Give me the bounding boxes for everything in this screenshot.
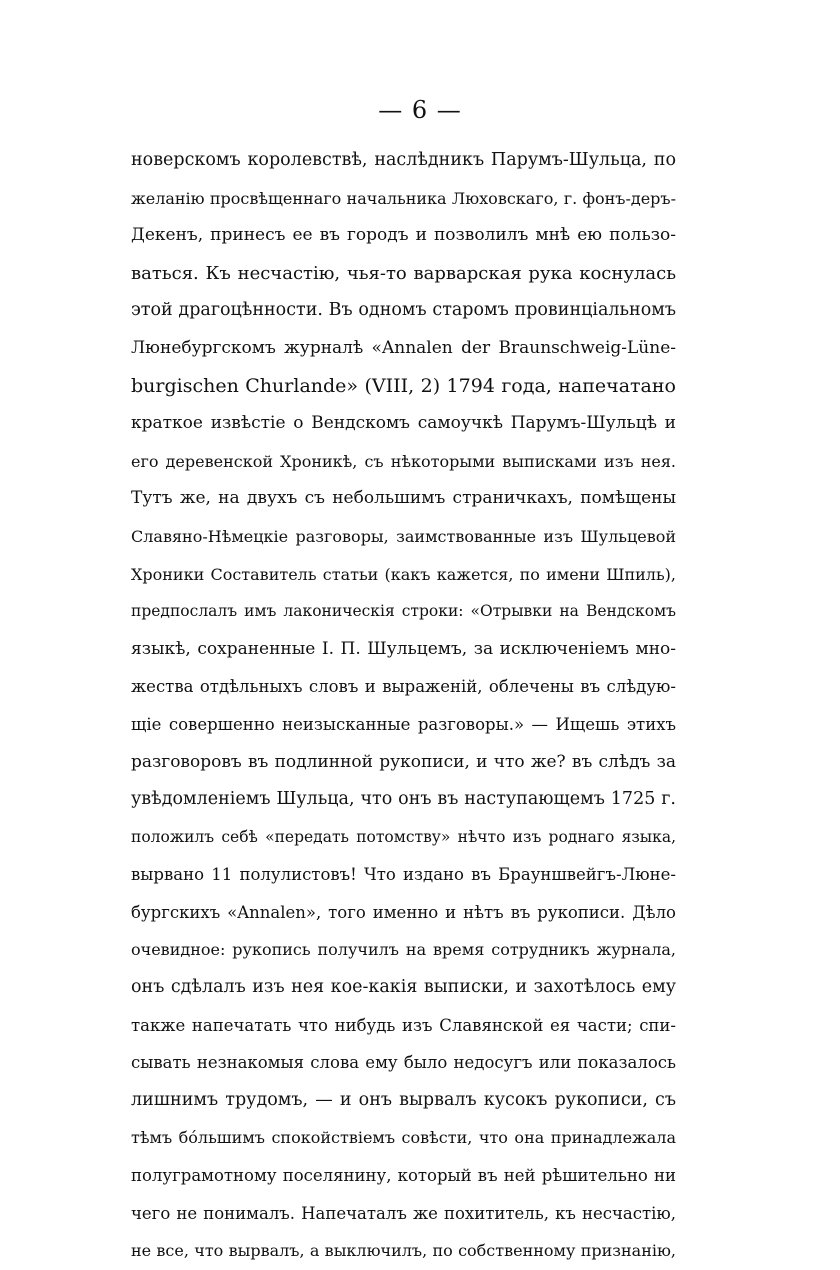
body-text [131,142,676,1270]
text-line-2: желанію просвѣщеннаго начальника Люховскаго, г. фонъ-деръ- [131,188,676,208]
text-line-24: также напечатать что нибудь изъ Славянской ея части; спи- [131,1015,676,1035]
text-line-30: не все, что вырвалъ, а выключилъ, по собственному признанію, [131,1241,676,1261]
text-line-19: положилъ себѣ «передать потомству» нѣчто изъ роднаго языка, [131,827,676,846]
text-line-14: языкѣ, сохраненные І. П. Шульцемъ, за исключеніемъ мно- [131,638,676,659]
text-line-18: увѣдомленіемъ Шульца, что онъ въ наступающемъ 1725 г. [131,789,676,810]
text-line-12: Хроники Составитель статьи (какъ кажется, по имени Шпиль), [131,564,676,584]
text-line-7: burgischen Churlande» (VIII, 2) 1794 года, напечатано [131,374,676,397]
text-line-11: Славяно-Нѣмецкіе разговоры, заимствованные изъ Шульцевой [131,526,676,546]
text-line-8: краткое извѣстіе о Вендскомъ самоучкѣ Парумъ-Шульцѣ и [131,413,676,434]
text-line-17: разговоровъ въ подлинной рукописи, и что же? въ слѣдъ за [131,751,676,772]
text-line-27: тѣмъ бо́льшимъ спокойствіемъ совѣсти, что она принадлежала [131,1128,676,1148]
text-line-26: лишнимъ трудомъ, — и онъ вырвалъ кусокъ рукописи, съ [131,1089,676,1110]
text-line-15: жества отдѣльныхъ словъ и выраженій, облечены въ слѣдую- [131,677,676,697]
text-line-22: очевидное: рукопись получилъ на время сотрудникъ журнала, [131,940,676,960]
text-line-10: Тутъ же, на двухъ съ небольшимъ страничкахъ, помѣщены [131,488,676,509]
text-line-21: бургскихъ «Annalen», того именно и нѣтъ въ рукописи. Дѣло [131,902,676,922]
text-line-9: его деревенской Хроникѣ, съ нѣкоторыми выписками изъ нея. [131,451,676,471]
text-line-25: сывать незнакомыя слова ему было недосугъ или показалось [131,1053,676,1073]
page-number: — 6 — [378,96,462,124]
text-line-16: щіе совершенно неизысканные разговоры.» — Ищешь этихъ [131,714,676,734]
text-line-13: предпослалъ имъ лаконическія строки: «Отрывки на Вендскомъ [131,602,676,621]
text-line-23: онъ сдѣлалъ изъ нея кое-какія выписки, и захотѣлось ему [131,977,676,998]
text-line-3: Декенъ, принесъ ее въ городъ и позволилъ мнѣ ею пользо- [131,225,676,246]
text-line-5: этой драгоцѣнности. Въ одномъ старомъ провинціальномъ [131,300,676,321]
text-line-1: новерскомъ королевствѣ, наслѣдникъ Парумъ-Шульца, по [131,150,676,170]
text-line-4: ваться. Къ несчастію, чья-то варварская рука коснулась [131,262,676,284]
text-line-6: Люнебургскомъ журналѣ «Annalen der Braunschweig-Lüne- [131,337,676,358]
text-line-29: чего не понималъ. Напечаталъ же похититель, къ несчастію, [131,1203,676,1223]
text-line-20: вырвано 11 полулистовъ! Что издано въ Брауншвейгъ-Люне- [131,865,676,885]
text-line-28: полуграмотному поселянину, который въ ней рѣшительно ни [131,1166,676,1186]
